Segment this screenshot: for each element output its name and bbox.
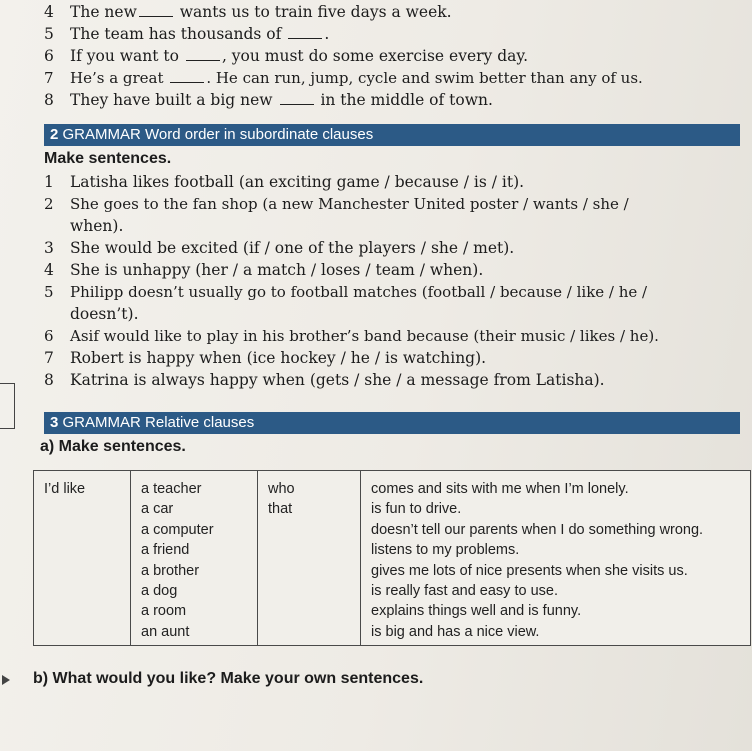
ex2-item-5-continued: doesn’t). bbox=[70, 305, 139, 323]
margin-bracket bbox=[0, 383, 15, 429]
answer-blank bbox=[288, 26, 322, 39]
margin-arrow-icon bbox=[2, 675, 10, 685]
ex1-item-8: 8 They have built a big new in the middle of town. bbox=[44, 91, 493, 109]
exercise-2-instruction: Make sentences. bbox=[44, 150, 172, 167]
exercise-3-part-b: b) What would you like? Make your own sentences. bbox=[33, 670, 424, 687]
table-col-nouns: a teacher a car a computer a friend a brother a dog a room an aunt bbox=[131, 471, 258, 646]
ex2-item-7: 7 Robert is happy when (ice hockey / he / is watching). bbox=[44, 349, 487, 367]
ex1-item-4: 4 The new wants us to train five days a week. bbox=[44, 3, 452, 21]
ex1-item-5: 5 The team has thousands of . bbox=[44, 25, 330, 43]
ex2-item-3: 3 She would be excited (if / one of the players / she / met). bbox=[44, 239, 515, 257]
answer-blank bbox=[139, 4, 173, 17]
ex2-item-5: 5 Philipp doesn’t usually go to football matches (football / because / like / he / bbox=[44, 283, 648, 301]
answer-blank bbox=[280, 92, 314, 105]
relative-clauses-table bbox=[33, 470, 751, 646]
table-col-clauses: comes and sits with me when I’m lonely. is fun to drive. doesn’t tell our parents when I do something wrong. listens to my problems. gives me lots of nice presents when she visits us. is really fast and easy to use. explains things well and is funny. is big and has a nice view. bbox=[361, 471, 751, 646]
ex2-item-4: 4 She is unhappy (her / a match / loses / team / when). bbox=[44, 261, 484, 279]
exercise-3-banner: 3 GRAMMAR Relative clauses bbox=[44, 412, 740, 434]
answer-blank bbox=[186, 48, 220, 61]
table-col-pronouns: who that bbox=[258, 471, 361, 646]
ex2-item-2: 2 She goes to the fan shop (a new Manchester United poster / wants / she / bbox=[44, 195, 629, 213]
exercise-2-banner: 2 GRAMMAR Word order in subordinate clauses bbox=[44, 124, 740, 146]
ex2-item-6: 6 Asif would like to play in his brother’s band because (their music / likes / he). bbox=[44, 327, 659, 345]
table-col-subject: I’d like bbox=[34, 471, 131, 646]
answer-blank bbox=[170, 70, 204, 83]
ex2-item-2-continued: when). bbox=[70, 217, 124, 235]
ex2-item-1: 1 Latisha likes football (an exciting game / because / is / it). bbox=[44, 173, 525, 191]
ex1-item-6: 6 If you want to , you must do some exercise every day. bbox=[44, 47, 529, 65]
ex2-item-8: 8 Katrina is always happy when (gets / she / a message from Latisha). bbox=[44, 371, 605, 389]
exercise-3-part-a: a) Make sentences. bbox=[40, 438, 186, 455]
ex1-item-7: 7 He’s a great . He can run, jump, cycle and swim better than any of us. bbox=[44, 69, 643, 87]
